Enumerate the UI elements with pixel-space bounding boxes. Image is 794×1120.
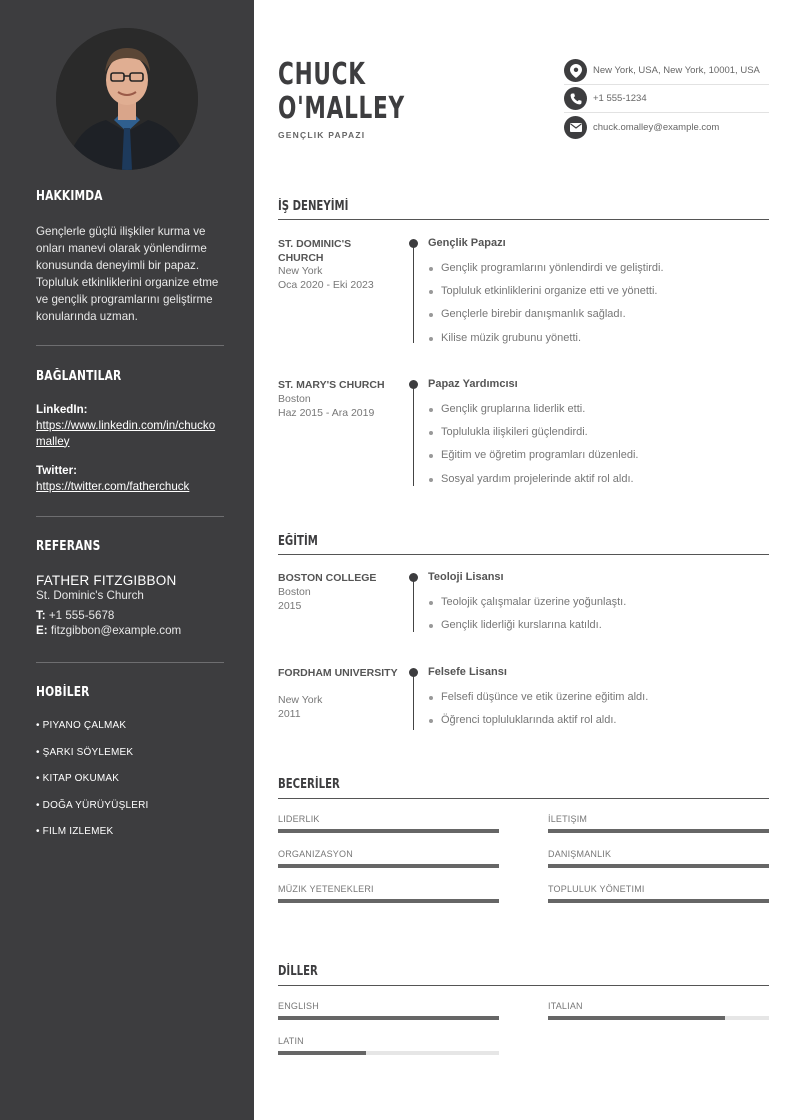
list-item: Gençlik programlarını yönlendirdi ve geliştirdi. (428, 262, 768, 285)
timeline-line (413, 243, 414, 343)
about-section (36, 189, 224, 204)
experience-dates: Oca 2020 - Eki 2023 (278, 279, 374, 291)
avatar (56, 28, 198, 170)
list-item: Topluluk etkinliklerini organize etti ve yönetti. (428, 285, 768, 308)
hobby-item: • KITAP OKUMAK (36, 773, 120, 784)
experience-location: New York (278, 265, 323, 277)
contact-email-row (564, 113, 769, 141)
experience-role: Gençlik Papazı (428, 237, 506, 249)
list-item: Gençlerle birebir danışmanlık sağladı. (428, 308, 768, 331)
timeline-dot (409, 668, 418, 677)
reference-block (36, 573, 224, 639)
education-org: BOSTON COLLEGE (278, 572, 377, 584)
skill-item (548, 814, 769, 833)
skill-bar (548, 899, 769, 903)
skill-item (548, 884, 769, 903)
skill-item (278, 884, 499, 903)
education-location: Boston (278, 586, 311, 598)
divider (36, 345, 224, 346)
twitter-link[interactable]: https://twitter.com/fatherchuck (36, 480, 190, 493)
skill-bar (278, 864, 499, 868)
timeline-dot (409, 380, 418, 389)
education-year: 2011 (278, 708, 301, 720)
hobby-item: • FILM IZLEMEK (36, 826, 114, 837)
sidebar (0, 0, 254, 1120)
skill-bar-fill (548, 899, 769, 903)
section-rule (278, 554, 769, 555)
links-title: BAĞLANTILAR (36, 369, 122, 384)
reference-phone: +1 555-5678 (48, 608, 115, 622)
timeline-dot (409, 239, 418, 248)
list-item: Felsefi düşünce ve etik üzerine eğitim aldı. (428, 691, 768, 714)
skill-bar-fill (548, 864, 769, 868)
languages-title: DİLLER (278, 964, 318, 979)
skill-item (278, 814, 499, 833)
skill-label: LIDERLIK (278, 814, 320, 824)
contact-email: chuck.omalley@example.com (593, 121, 720, 133)
timeline-line (413, 577, 414, 632)
language-bar (278, 1016, 499, 1020)
candidate-name (278, 58, 405, 126)
language-item (548, 1001, 769, 1020)
skill-bar (548, 864, 769, 868)
timeline-line (413, 672, 414, 730)
hobbies-list (36, 720, 224, 853)
skills-title: BECERİLER (278, 777, 340, 792)
linkedin-label: LinkedIn: (36, 403, 88, 416)
language-item (278, 1036, 499, 1055)
list-item: Toplulukla ilişkileri güçlendirdi. (428, 426, 768, 449)
education-bullets (428, 596, 768, 642)
skill-label: DANIŞMANLIK (548, 849, 612, 859)
reference-section (36, 539, 224, 554)
list-item: Gençlik gruplarına liderlik etti. (428, 403, 768, 426)
language-label: ENGLISH (278, 1001, 319, 1011)
hobby-item: • ŞARKI SÖYLEMEK (36, 746, 134, 758)
location-pin-icon (564, 59, 587, 82)
contact-phone: +1 555-1234 (593, 93, 647, 104)
skill-bar-fill (278, 864, 499, 868)
name-line-2: O'MALLEY (278, 91, 405, 126)
list-item: Eğitim ve öğretim programları düzenledi. (428, 449, 768, 472)
list-item: Kilise müzik grubunu yönetti. (428, 332, 768, 355)
experience-role: Papaz Yardımcısı (428, 378, 518, 390)
reference-email-label: E: (36, 624, 48, 637)
skill-label: MÜZIK YETENEKLERI (278, 884, 374, 894)
experience-bullets (428, 403, 768, 496)
reference-email: fitzgibbon@example.com (50, 624, 182, 637)
skill-bar (278, 829, 499, 833)
divider (36, 516, 224, 517)
about-text: Gençlerle güçlü ilişkiler kurma ve onları manevi olarak yönlendirme konusunda deneyimli bir papaz. Topluluk etkinliklerini organize etme ve gençlik programlarını geliştirme konularında uzman. (36, 225, 219, 323)
hobbies-section (36, 685, 224, 700)
links-section (36, 369, 224, 384)
section-rule (278, 985, 769, 986)
reference-phone-row (36, 608, 224, 624)
experience-org: ST. DOMINIC'S CHURCH (278, 238, 352, 264)
envelope-icon (564, 116, 587, 139)
education-location: New York (278, 694, 323, 706)
list-item: Teolojik çalışmalar üzerine yoğunlaştı. (428, 596, 768, 619)
skill-bar-fill (548, 829, 769, 833)
contact-address: New York, USA, New York, 10001, USA (593, 65, 760, 76)
education-title: EĞİTİM (278, 534, 318, 549)
hobbies-title: HOBİLER (36, 685, 90, 700)
list-item: Öğrenci topluluklarında aktif rol aldı. (428, 714, 768, 737)
phone-icon (564, 87, 587, 110)
contact-phone-row (564, 85, 769, 113)
skill-item (278, 849, 499, 868)
reference-name: FATHER FITZGIBBON (36, 573, 177, 588)
language-item (278, 1001, 499, 1020)
section-rule (278, 798, 769, 799)
reference-org: St. Dominic's Church (36, 589, 144, 602)
skill-item (548, 849, 769, 868)
linkedin-block (36, 403, 224, 449)
language-bar-fill (548, 1016, 725, 1020)
timeline-line (413, 384, 414, 486)
reference-phone-label: T: (36, 608, 46, 622)
section-rule (278, 219, 769, 220)
divider (36, 662, 224, 663)
linkedin-link[interactable]: https://www.linkedin.com/in/chuckomalley (36, 419, 216, 448)
language-bar-fill (278, 1051, 366, 1055)
skill-bar-fill (278, 899, 499, 903)
reference-title: REFERANS (36, 539, 101, 554)
language-bar (548, 1016, 769, 1020)
list-item: Gençlik liderliği kurslarına katıldı. (428, 619, 768, 642)
contact-address-row (564, 57, 769, 85)
education-degree: Teoloji Lisansı (428, 571, 504, 583)
language-label: ITALIAN (548, 1001, 583, 1011)
experience-dates: Haz 2015 - Ara 2019 (278, 407, 375, 419)
skill-bar (548, 829, 769, 833)
experience-org: ST. MARY'S CHURCH (278, 379, 385, 391)
education-org: FORDHAM UNIVERSITY (278, 667, 398, 679)
about-body (36, 223, 224, 325)
twitter-block (36, 464, 224, 495)
education-degree: Felsefe Lisansı (428, 666, 507, 678)
hobby-item: • DOĞA YÜRÜYÜŞLERI (36, 799, 149, 811)
twitter-label: Twitter: (36, 464, 78, 477)
list-item: Sosyal yardım projelerinde aktif rol aldı. (428, 473, 768, 496)
language-label: LATIN (278, 1036, 304, 1046)
experience-title: İŞ DENEYİMİ (278, 199, 349, 214)
name-line-1: CHUCK (278, 57, 366, 92)
reference-email-row (36, 623, 224, 639)
experience-bullets (428, 262, 768, 355)
education-year: 2015 (278, 600, 302, 612)
about-title: HAKKIMDA (36, 189, 103, 204)
skill-label: İLETIŞIM (548, 814, 588, 824)
skill-bar-fill (278, 829, 499, 833)
skill-bar (278, 899, 499, 903)
skill-label: ORGANIZASYON (278, 849, 353, 859)
education-bullets (428, 691, 768, 737)
timeline-dot (409, 573, 418, 582)
language-bar (278, 1051, 499, 1055)
job-title: GENÇLIK PAPAZI (278, 130, 366, 140)
skill-label: TOPLULUK YÖNETIMI (548, 884, 645, 894)
experience-location: Boston (278, 393, 311, 405)
hobby-item: • PIYANO ÇALMAK (36, 720, 127, 731)
language-bar-fill (278, 1016, 499, 1020)
